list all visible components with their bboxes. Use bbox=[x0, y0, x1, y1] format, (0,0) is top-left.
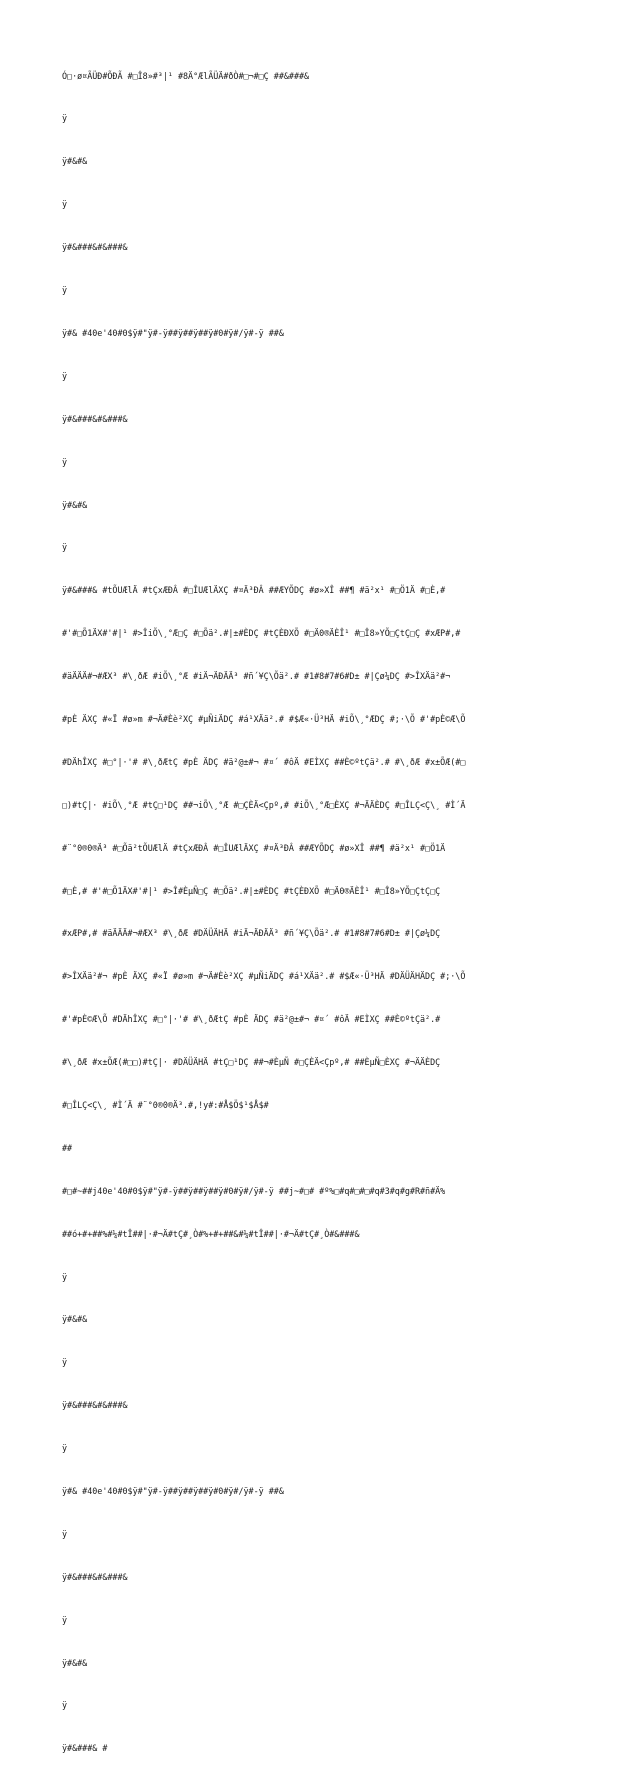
text-line: ##ó+#+##%#¼#tÎ##|·#¬Ä#tÇ#¸Ò#%+#+##&#¼#tÎ##|·#¬Ä#tÇ#¸Ò#&###& bbox=[62, 1228, 360, 1239]
text-line: ÿ bbox=[62, 1443, 68, 1454]
text-line: Ó□·ø¤ÃÜÐ#ÕÐÃ #□Î8»#³|¹ #8Ä°ÆlÃÜÄ#ðÒ#□¬#□Ç ##&###& bbox=[62, 70, 310, 81]
text-line: ÿ bbox=[62, 285, 68, 296]
text-line: ÿ bbox=[62, 1700, 68, 1711]
text-line: ÿ#&###&#&###& bbox=[62, 1400, 128, 1411]
text-line: #¨°0®0®Ä³ #□Õä²tÕUÆlÄ #tÇxÆÐÂ #□ÎUÆlÄXÇ #¤Ä³ÐÂ ##ÆYÕDÇ #ø»XÎ ##¶ #ä²x¹ #□Ö1Ä bbox=[62, 842, 446, 853]
text-line: #xÆP#,# #äÄÄÄ#¬#ÆX³ #\¸ðÆ #DÄÜÄHÄ #iÄ¬ÄÐÄÄ³ #ñ´¥Ç\Õä².# #1#8#7#6#D± #|Çø¼DÇ bbox=[62, 928, 441, 939]
text-line: ÿ#&###& #tÕUÆlÄ #tÇxÆÐÂ #□ÎUÆlÄXÇ #¤Ä³ÐÂ ##ÆYÕDÇ #ø»XÎ ##¶ #ä²x¹ #□Ö1Ä #□È,# bbox=[62, 585, 446, 596]
text-line: ÿ#&#& bbox=[62, 1657, 88, 1668]
text-line: ÿ#&###&#&###& bbox=[62, 1571, 128, 1582]
text-line: ÿ bbox=[62, 1357, 68, 1368]
text-line: #pÈ ÄXÇ #«Ï #ø»m #¬Ä#Èè²XÇ #µÑiÄDÇ #á¹XÄä².# #$Æ«·Ü³HÄ #iÕ\¸°ÆDÇ #;·\Õ #'#pÈ©Æ\Õ bbox=[62, 713, 466, 724]
text-line: ÿ#&#& bbox=[62, 499, 88, 510]
text-line: #'#pÈ©Æ\Õ #DÄhÎXÇ #□°|·'# #\¸ðÆtÇ #pÈ ÄDÇ #ä²@±#¬ #¤´ #ôÄ #EÌXÇ ##È©ºtÇä².# bbox=[62, 1014, 441, 1025]
text-line: ÿ#&#& bbox=[62, 1314, 88, 1325]
document-body bbox=[62, 40, 582, 1784]
text-line: ÿ bbox=[62, 1528, 68, 1539]
text-line: ÿ#& #40e'40#0$ÿ#"ÿ#-ÿ##ÿ##ÿ##ÿ#0#ÿ#/ÿ#-ÿ ##& bbox=[62, 1485, 284, 1496]
text-line: #\¸ðÆ #x±ÕÆ(#□□)#tÇ|· #DÄÜÄHÄ #tÇ□¹DÇ ##¬#ÈµÑ #□ÇÈÄ<Çpº,# ##ÈµÑ□ÈXÇ #¬ÄÄÈDÇ bbox=[62, 1057, 441, 1068]
text-line: ÿ#&###& # bbox=[62, 1743, 108, 1754]
text-line: ÿ bbox=[62, 542, 68, 553]
text-line: ÿ bbox=[62, 113, 68, 124]
text-line: ÿ#&#& bbox=[62, 156, 88, 167]
text-line: ÿ bbox=[62, 370, 68, 381]
text-line: ÿ#& #40e'40#0$ÿ#"ÿ#-ÿ##ÿ##ÿ##ÿ#0#ÿ#/ÿ#-ÿ ##& bbox=[62, 327, 284, 338]
text-line: □)#tÇ|· #iÕ\¸°Æ #tÇ□¹DÇ ##¬iÕ\¸°Æ #□ÇÈÄ<Çpº,# #iÕ\¸°Æ□ÈXÇ #¬ÄÄÈDÇ #□ÎLÇ<Ç\¸ #Ì´Ä bbox=[62, 799, 466, 810]
text-line: ÿ bbox=[62, 456, 68, 467]
text-line: #DÄhÎXÇ #□°|·'# #\¸ðÆtÇ #pÈ ÄDÇ #ä²@±#¬ #¤´ #ôÄ #EÌXÇ ##È©ºtÇä².# #\¸ðÆ #x±ÕÆ(#□ bbox=[62, 756, 466, 767]
text-line: ÿ#&###&#&###& bbox=[62, 413, 128, 424]
text-line: #>ÎXÄä²#¬ #pÈ ÄXÇ #«Ï #ø»m #¬Ä#Èè²XÇ #µÑiÄDÇ #á¹XÄä².# #$Æ«·Ü³HÄ #DÄÜÄHÄDÇ #;·\Õ bbox=[62, 971, 466, 982]
text-line: ÿ bbox=[62, 1614, 68, 1625]
text-line: #'#□Õ1ÄX#'#|¹ #>ÎiÕ\¸°Æ□Ç #□Õä².#|±#ÈDÇ #tÇÈÐXÕ #□Ä0®ÄÈÎ¹ #□Î8»YÕ□ÇtÇ□Ç #xÆP#,# bbox=[62, 628, 461, 639]
text-line: #□#~##j40e'40#0$ÿ#"ÿ#-ÿ##ÿ##ÿ##ÿ#0#ÿ#/ÿ#-ÿ ##j~#□# #º%□#q#□#□#q#3#q#g#R#ñ#Ä% bbox=[62, 1185, 446, 1196]
text-line: ÿ#&###&#&###& bbox=[62, 242, 128, 253]
text-line: #□È,# #'#□Õ1ÄX#'#|¹ #>Î#ÈµÑ□Ç #□Õä².#|±#ÈDÇ #tÇÈÐXÕ #□Ä0®ÄÈÎ¹ #□Î8»YÕ□ÇtÇ□Ç bbox=[62, 885, 441, 896]
text-line: #□ÎLÇ<Ç\¸ #Ì´Ä #¨°0®0®Ä³.#,!y#:#Å$Ö$¹$Å$# bbox=[62, 1099, 269, 1110]
text-line: ## bbox=[62, 1142, 73, 1153]
text-line: #äÄÄÄ#¬#ÆX³ #\¸ðÆ #iÕ\¸°Æ #iÄ¬ÄÐÄÄ³ #ñ´¥Ç\Õä².# #1#8#7#6#D± #|Çø¼DÇ #>ÎXÄä²#¬ bbox=[62, 671, 451, 682]
text-line: ÿ bbox=[62, 199, 68, 210]
text-line: ÿ bbox=[62, 1271, 68, 1282]
